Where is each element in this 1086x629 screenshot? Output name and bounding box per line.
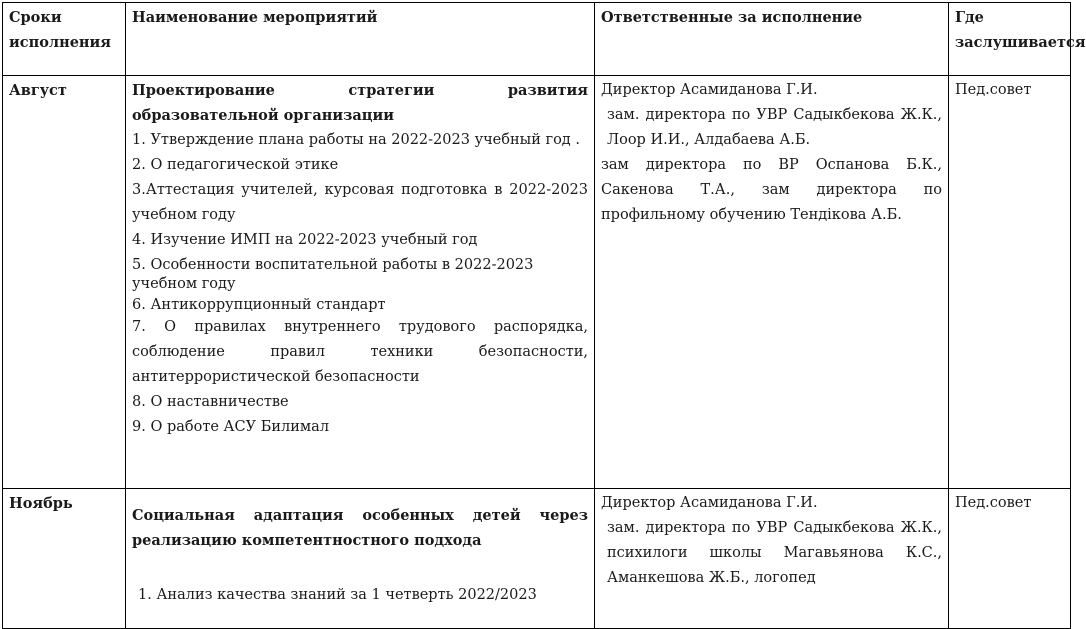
list-item: 8. О наставничестве <box>132 394 289 410</box>
list-item: 5. Особенности воспитательной работы в 2022-2023 учебном году <box>132 257 534 292</box>
activity-title: Проектирование стратегии развития образовательной организации <box>132 82 588 124</box>
responsible-line: Директор Асамиданова Г.И. <box>601 495 818 511</box>
responsible-cell <box>595 489 949 629</box>
list-item: 1. Утверждение плана работы на 2022-2023 учебный год . <box>132 132 580 148</box>
activities-cell <box>126 76 595 489</box>
activity-title: Социальная адаптация особенных детей через реализацию компетентностного подхода <box>132 507 588 549</box>
responsible-cell <box>595 76 949 489</box>
header-terms: Сроки исполнения <box>3 3 126 76</box>
list-item: 7. О правилах внутреннего трудового распорядка, соблюдение правил техники безопасности, антитеррористической безопасности <box>132 319 588 385</box>
events-plan-table <box>2 2 1086 629</box>
list-item: 4. Изучение ИМП на 2022-2023 учебный год <box>132 232 478 248</box>
month-cell: Август <box>3 76 126 489</box>
list-item: 1. Анализ качества знаний за 1 четверть 2022/2023 <box>138 587 537 603</box>
list-item: 3.Аттестация учителей, курсовая подготовка в 2022-2023 учебном году <box>132 182 588 223</box>
list-item: 6. Антикоррупционный стандарт <box>132 297 386 313</box>
responsible-line: зам. директора по УВР Садыкбекова Ж.К., психилоги школы Магавьянова К.С., Аманкешова Ж.Б., логопед <box>607 520 942 586</box>
header-activities: Наименование мероприятий <box>126 3 595 76</box>
list-item: 9. О работе АСУ Билимал <box>132 419 330 435</box>
header-row <box>3 3 1071 76</box>
list-item: 2. О педагогической этике <box>132 157 339 173</box>
month-cell: Ноябрь <box>3 489 126 629</box>
table-row-august <box>3 76 1071 489</box>
responsible-line: Директор Асамиданова Г.И. <box>601 82 818 98</box>
where-cell: Пед.совет <box>949 489 1071 629</box>
responsible-line: зам директора по ВР Оспанова Б.К., Сакенова Т.А., зам директора по профильному обучению Тендікова А.Б. <box>601 157 942 223</box>
header-where: Где заслушивается <box>949 3 1071 76</box>
activities-cell <box>126 489 595 629</box>
table-row-november <box>3 489 1071 629</box>
header-responsible: Ответственные за исполнение <box>595 3 949 76</box>
responsible-line: зам. директора по УВР Садыкбекова Ж.К., Лоор И.И., Алдабаева А.Б. <box>607 107 942 148</box>
where-cell: Пед.совет <box>949 76 1071 489</box>
